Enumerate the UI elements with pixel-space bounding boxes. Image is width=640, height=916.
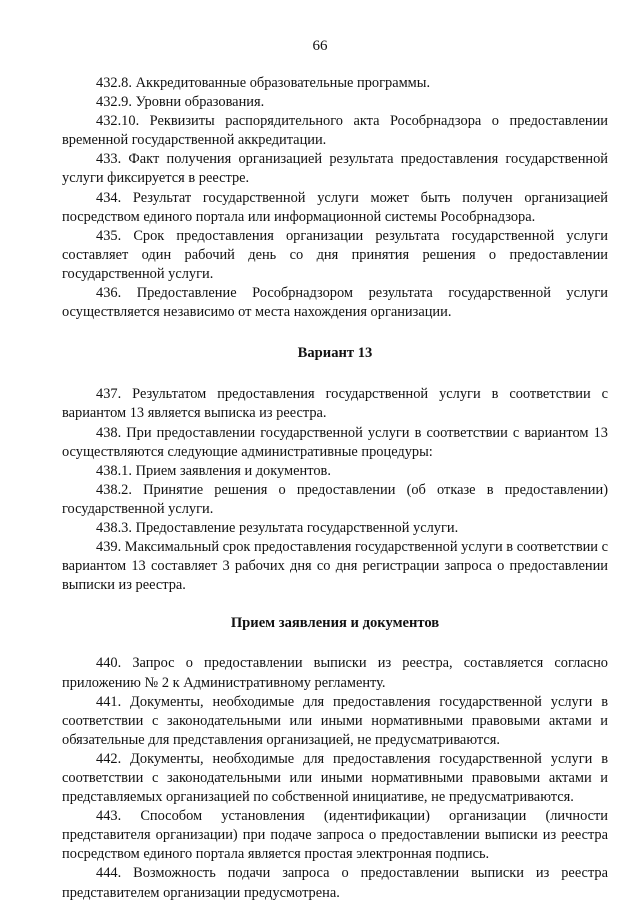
paragraph-439: 439. Максимальный срок предоставления государственной услуги в соответствии с вариантом 13 составляет 3 рабочих дня со дня регистрации запроса о предоставлении выписки из реестра. — [62, 539, 608, 594]
paragraph-436: 436. Предоставление Рособрнадзором результата государственной услуги осуществляется независимо от места нахождения организации. — [62, 285, 608, 321]
heading-section: Прием заявления и документов — [230, 615, 440, 632]
paragraph-432-9: 432.9. Уровни образования. — [96, 94, 265, 111]
paragraph-435: 435. Срок предоставления организации результата государственной услуги составляет один рабочий день со дня принятия решения о предоставлении государственной услуги. — [62, 227, 608, 282]
paragraph-434: 434. Результат государственной услуги может быть получен организацией посредством единого портала или информационной системы Рособрнадзора. — [62, 189, 608, 225]
paragraph-444: 444. Возможность подачи запроса о предоставлении выписки из реестра представителем организации предусмотрена. — [62, 865, 608, 901]
paragraph-group-top — [62, 74, 608, 322]
paragraph-442: 442. Документы, необходимые для предоставления государственной услуги в соответствии с законодательными или иными нормативными правовыми актами и представляемых организацией по собственной инициативе, не предусматриваются. — [62, 750, 608, 806]
document-body — [62, 74, 608, 903]
paragraph-441: 441. Документы, необходимые для предоставления государственной услуги в соответствии с законодательными или иными нормативными правовыми актами и обязательные для представления организацией, не предусматриваются. — [62, 693, 608, 748]
paragraph-438-3: 438.3. Предоставление результата государственной услуги. — [96, 519, 459, 536]
page-number: 66 — [312, 38, 328, 54]
paragraph-438: 438. При предоставлении государственной услуги в соответствии с вариантом 13 осуществляются следующие административные процедуры: — [62, 424, 608, 460]
paragraph-437: 437. Результатом предоставления государственной услуги в соответствии с вариантом 13 является выписка из реестра. — [62, 386, 608, 422]
paragraph-group-middle — [62, 385, 608, 595]
heading-variant: Вариант 13 — [297, 345, 373, 362]
paragraph-432-10: 432.10. Реквизиты распорядительного акта Рособрнадзора о предоставлении временной государственной аккредитации. — [62, 113, 608, 149]
paragraph-443: 443. Способом установления (идентификации) организации (личности представителя организации) при подаче запроса о предоставлении выписки из реестра посредством единого портала является простая электронная подпись. — [62, 808, 608, 863]
paragraph-438-2: 438.2. Принятие решения о предоставлении (об отказе в предоставлении) государственной услуги. — [62, 481, 608, 517]
paragraph-group-bottom — [62, 654, 608, 902]
paragraph-433: 433. Факт получения организацией результата предоставления государственной услуги фиксируется в реестре. — [62, 151, 608, 187]
paragraph-438-1: 438.1. Прием заявления и документов. — [96, 462, 331, 479]
paragraph-440: 440. Запрос о предоставлении выписки из реестра, составляется согласно приложению № 2 к Административному регламенту. — [62, 655, 608, 691]
paragraph-432-8: 432.8. Аккредитованные образовательные программы. — [96, 75, 431, 91]
